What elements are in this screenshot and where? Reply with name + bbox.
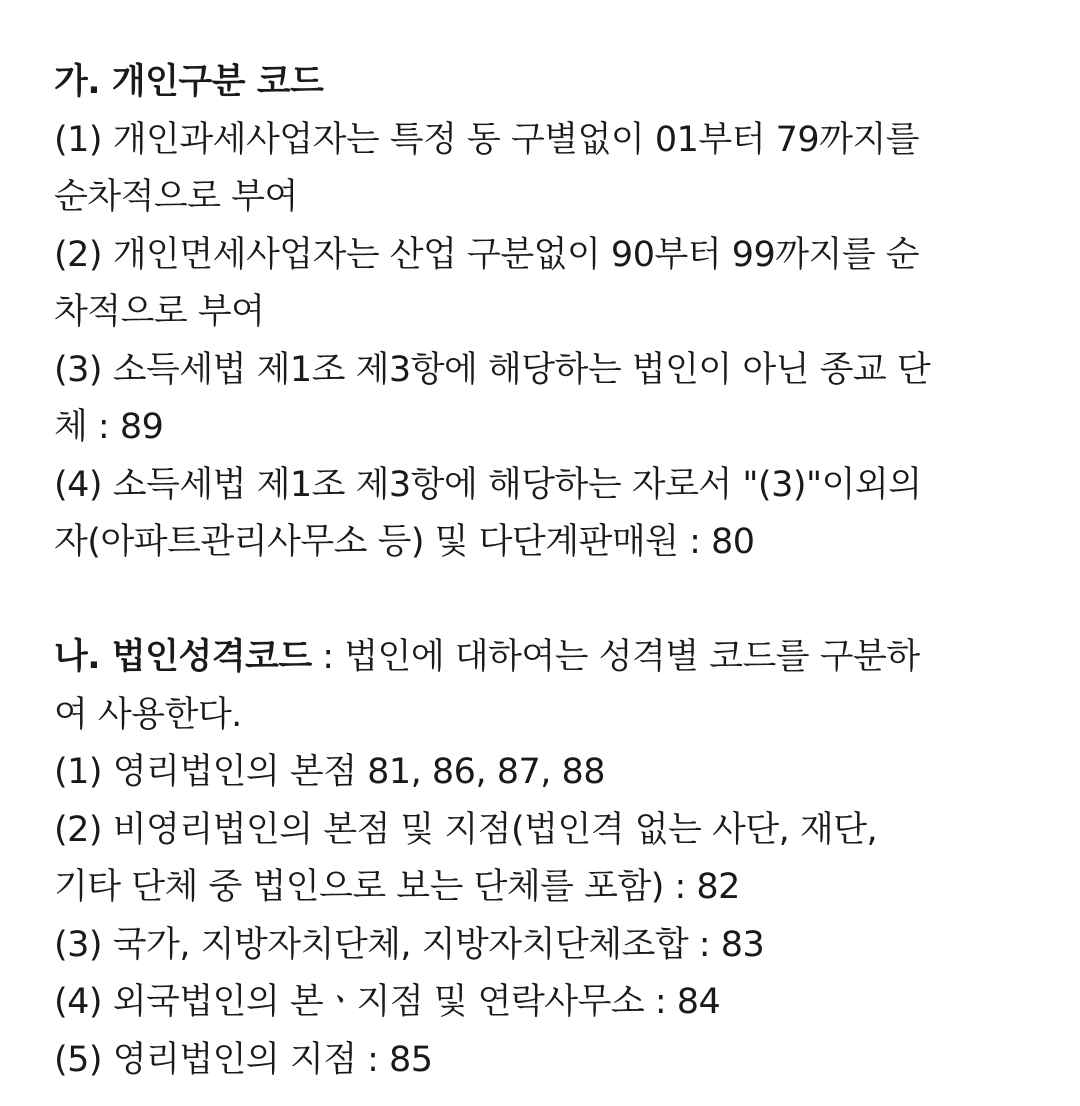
section-b-heading: 나. 법인성격코드 — [54, 637, 312, 677]
section-a-line: (4) 소득세법 제1조 제3항에 해당하는 자로서 "(3)"이외의 — [54, 464, 922, 505]
section-a-line: 자(아파트관리사무소 등) 및 다단계판매원 : 80 — [54, 522, 755, 562]
section-b-line: (3) 국가, 지방자치단체, 지방자치단체조합 : 83 — [54, 924, 765, 965]
section-b-line: 기타 단체 중 법인으로 보는 단체를 포함) : 82 — [54, 867, 740, 907]
section-b-heading-line — [54, 629, 1034, 687]
section-a-heading: 가. 개인구분 코드 — [54, 62, 324, 102]
section-b-heading-rest: : 법인에 대하여는 성격별 코드를 구분하 — [311, 637, 920, 677]
section-a-line: 체 : 89 — [54, 407, 164, 447]
section-a-line: (3) 소득세법 제1조 제3항에 해당하는 법인이 아닌 종교 단 — [54, 349, 931, 390]
section-b-line: (4) 외국법인의 본ㆍ지점 및 연락사무소 : 84 — [54, 982, 721, 1022]
section-a-line: 차적으로 부여 — [54, 292, 265, 332]
section-a-line: (1) 개인과세사업자는 특정 동 구별없이 01부터 79까지를 — [54, 119, 920, 160]
section-b-line: 여 사용한다. — [54, 694, 242, 735]
document-body — [54, 54, 1034, 1089]
section-b-line: (2) 비영리법인의 본점 및 지점(법인격 없는 사단, 재단, — [54, 809, 878, 850]
section-b-line: (1) 영리법인의 본점 81, 86, 87, 88 — [54, 752, 606, 792]
section-a-line: 순차적으로 부여 — [54, 177, 298, 217]
section-spacer — [54, 572, 1034, 630]
section-a-line: (2) 개인면세사업자는 산업 구분없이 90부터 99까지를 순 — [54, 234, 920, 275]
section-b-line: (5) 영리법인의 지점 : 85 — [54, 1039, 433, 1080]
